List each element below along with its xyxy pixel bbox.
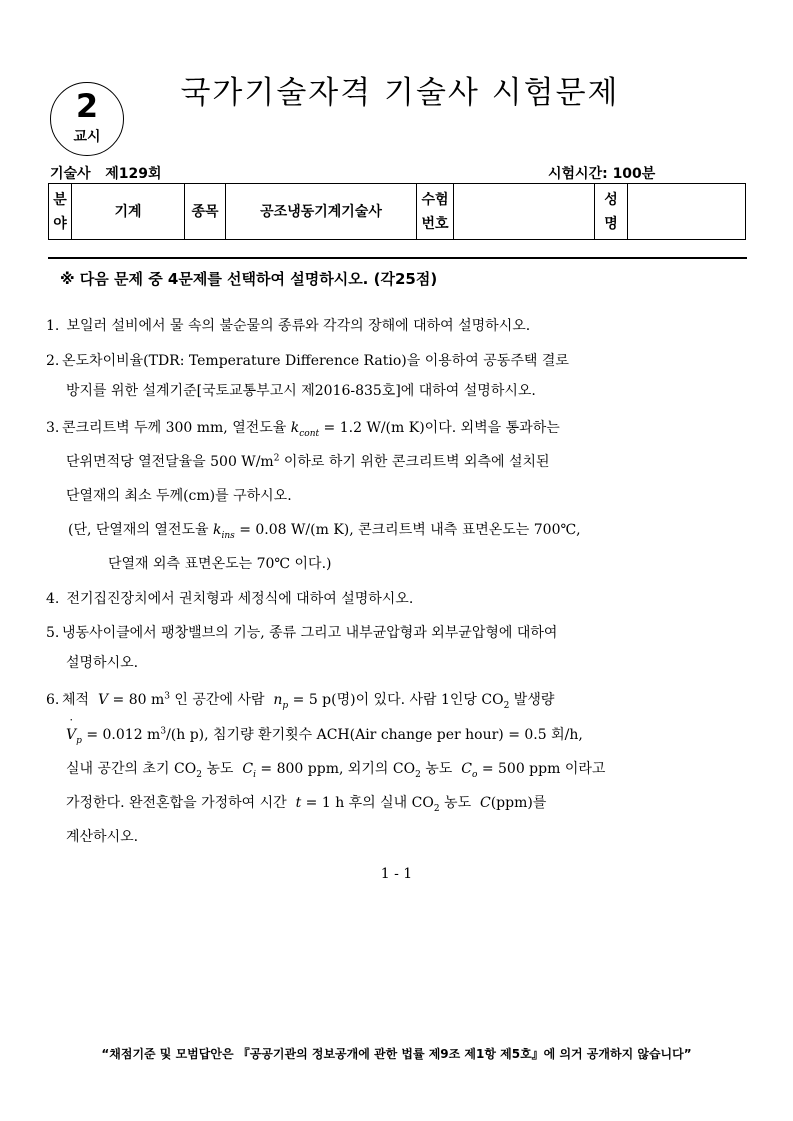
exam-round: 기술사 제129회 bbox=[50, 166, 162, 182]
instruction-text: ※ 다음 문제 중 4문제를 선택하여 설명하시오. (각25점) bbox=[60, 270, 438, 288]
text-run: = 800 ppm, 외기의 CO bbox=[255, 761, 416, 777]
question-2 bbox=[46, 351, 746, 401]
text-run: (단, 단열재의 열전도율 bbox=[68, 522, 213, 538]
subscript: 2 bbox=[196, 769, 202, 780]
question-3 bbox=[46, 418, 746, 574]
text-run: 단위면적당 열전달율을 500 W/m bbox=[66, 454, 274, 470]
footnote: “채점기준 및 모범답안은 『공공기관의 정보공개에 관한 법률 제9조 제1항 제5호』에 의거 공개하지 않습니다” bbox=[101, 1047, 692, 1061]
variable-subscript: cont bbox=[299, 428, 320, 439]
variable-subscript: p bbox=[282, 700, 289, 711]
text-run: 이하로 하기 위한 콘크리트벽 외측에 설치된 bbox=[279, 454, 550, 470]
question-number: 3. bbox=[46, 420, 60, 436]
text-run: 실내 공간의 초기 CO bbox=[66, 761, 197, 777]
category-label: 종목 bbox=[185, 184, 226, 240]
divider bbox=[48, 257, 747, 259]
text-run: 농도 bbox=[420, 761, 462, 777]
variable: V bbox=[97, 692, 109, 708]
examinee-no-label: 수험 번호 bbox=[417, 184, 454, 240]
question-line: 계산하시오. bbox=[66, 829, 139, 845]
question-6 bbox=[46, 690, 746, 847]
question-number: 6. bbox=[46, 692, 60, 708]
exam-info-table bbox=[48, 183, 746, 240]
page-number: 1 - 1 bbox=[380, 866, 413, 882]
text-run: 인 공간에 사람 bbox=[169, 692, 274, 708]
field-value: 기계 bbox=[72, 184, 185, 240]
question-line: 전기집진장치에서 권치형과 세정식에 대하여 설명하시오. bbox=[66, 591, 414, 607]
exam-time: 시험시간: 100분 bbox=[548, 166, 656, 182]
variable: C bbox=[480, 795, 491, 811]
question-5 bbox=[46, 623, 746, 673]
text-run: 체적 bbox=[62, 692, 98, 708]
text-run: = 0.012 m bbox=[81, 727, 161, 743]
subscript: 2 bbox=[415, 769, 421, 780]
text-run: = 500 ppm 이라고 bbox=[477, 761, 606, 777]
text-run: = 5 p(명)이 있다. 사람 1인당 CO bbox=[288, 692, 504, 708]
question-line: 보일러 설비에서 물 속의 불순물의 종류와 각각의 장해에 대하여 설명하시오. bbox=[66, 318, 531, 334]
period-number: 2 bbox=[75, 87, 99, 125]
question-line: 냉동사이클에서 팽창밸브의 기능, 종류 그리고 내부균압형과 외부균압형에 대하여 bbox=[62, 625, 558, 641]
variable: C bbox=[461, 761, 472, 777]
text-run: 농도 bbox=[201, 761, 243, 777]
text-run: 콘크리트벽 두께 300 mm, 열전도율 bbox=[62, 420, 291, 436]
text-run: 발생량 bbox=[509, 692, 555, 708]
variable: k bbox=[290, 420, 300, 436]
examinee-no-field[interactable] bbox=[454, 184, 595, 240]
variable-subscript: p bbox=[76, 735, 82, 746]
question-number: 1. bbox=[46, 318, 60, 334]
question-number: 5. bbox=[46, 625, 60, 641]
text-run: = 1.2 W/(m K)이다. 외벽을 통과하는 bbox=[319, 420, 560, 436]
subscript: 2 bbox=[433, 803, 440, 814]
name-label: 성 명 bbox=[595, 184, 628, 240]
text-run: = 1 h 후의 실내 CO bbox=[301, 795, 434, 811]
text-run: /(h p), 침기량 환기횟수 ACH(Air change per hour) = 0.5 회/h, bbox=[166, 727, 583, 743]
question-line: 단열재의 최소 두께(cm)를 구하시오. bbox=[66, 488, 292, 504]
question-number: 4. bbox=[46, 591, 60, 607]
question-1 bbox=[46, 316, 746, 336]
text-run: 농도 bbox=[439, 795, 480, 811]
text-run: 가정한다. 완전혼합을 가정하여 시간 bbox=[66, 795, 296, 811]
variable-subscript: o bbox=[471, 769, 478, 780]
variable-subscript: i bbox=[253, 769, 256, 780]
field-label: 분 야 bbox=[49, 184, 72, 240]
superscript: 2 bbox=[273, 453, 280, 464]
variable: k bbox=[212, 522, 222, 538]
text-run: = 80 m bbox=[108, 692, 165, 708]
page-title: 국가기술자격 기술사 시험문제 bbox=[180, 75, 620, 111]
variable: C bbox=[242, 761, 254, 777]
question-4 bbox=[46, 589, 746, 609]
name-field[interactable] bbox=[628, 184, 746, 240]
text-run: (ppm)를 bbox=[490, 795, 547, 811]
variable: ˙ V bbox=[66, 725, 76, 745]
superscript: 3 bbox=[164, 691, 170, 702]
question-line: 온도차이비율(TDR: Temperature Difference Ratio)을 이용하여 공동주택 결로 bbox=[62, 353, 569, 369]
category-value: 공조냉동기계기술사 bbox=[226, 184, 417, 240]
question-line: 설명하시오. bbox=[66, 655, 139, 671]
superscript: 3 bbox=[160, 726, 167, 737]
variable: t bbox=[295, 795, 302, 811]
subscript: 2 bbox=[503, 700, 510, 711]
period-label: 교시 bbox=[73, 129, 101, 145]
text-run: = 0.08 W/(m K), 콘크리트벽 내측 표면온도는 700℃, bbox=[234, 522, 581, 538]
variable-subscript: ins bbox=[221, 530, 235, 541]
question-line: 방지를 위한 설계기준[국토교통부고시 제2016-835호]에 대하여 설명하시오. bbox=[66, 383, 536, 399]
variable: n bbox=[273, 692, 283, 708]
question-number: 2. bbox=[46, 353, 60, 369]
question-line: 단열재 외측 표면온도는 70℃ 이다.) bbox=[108, 556, 332, 572]
